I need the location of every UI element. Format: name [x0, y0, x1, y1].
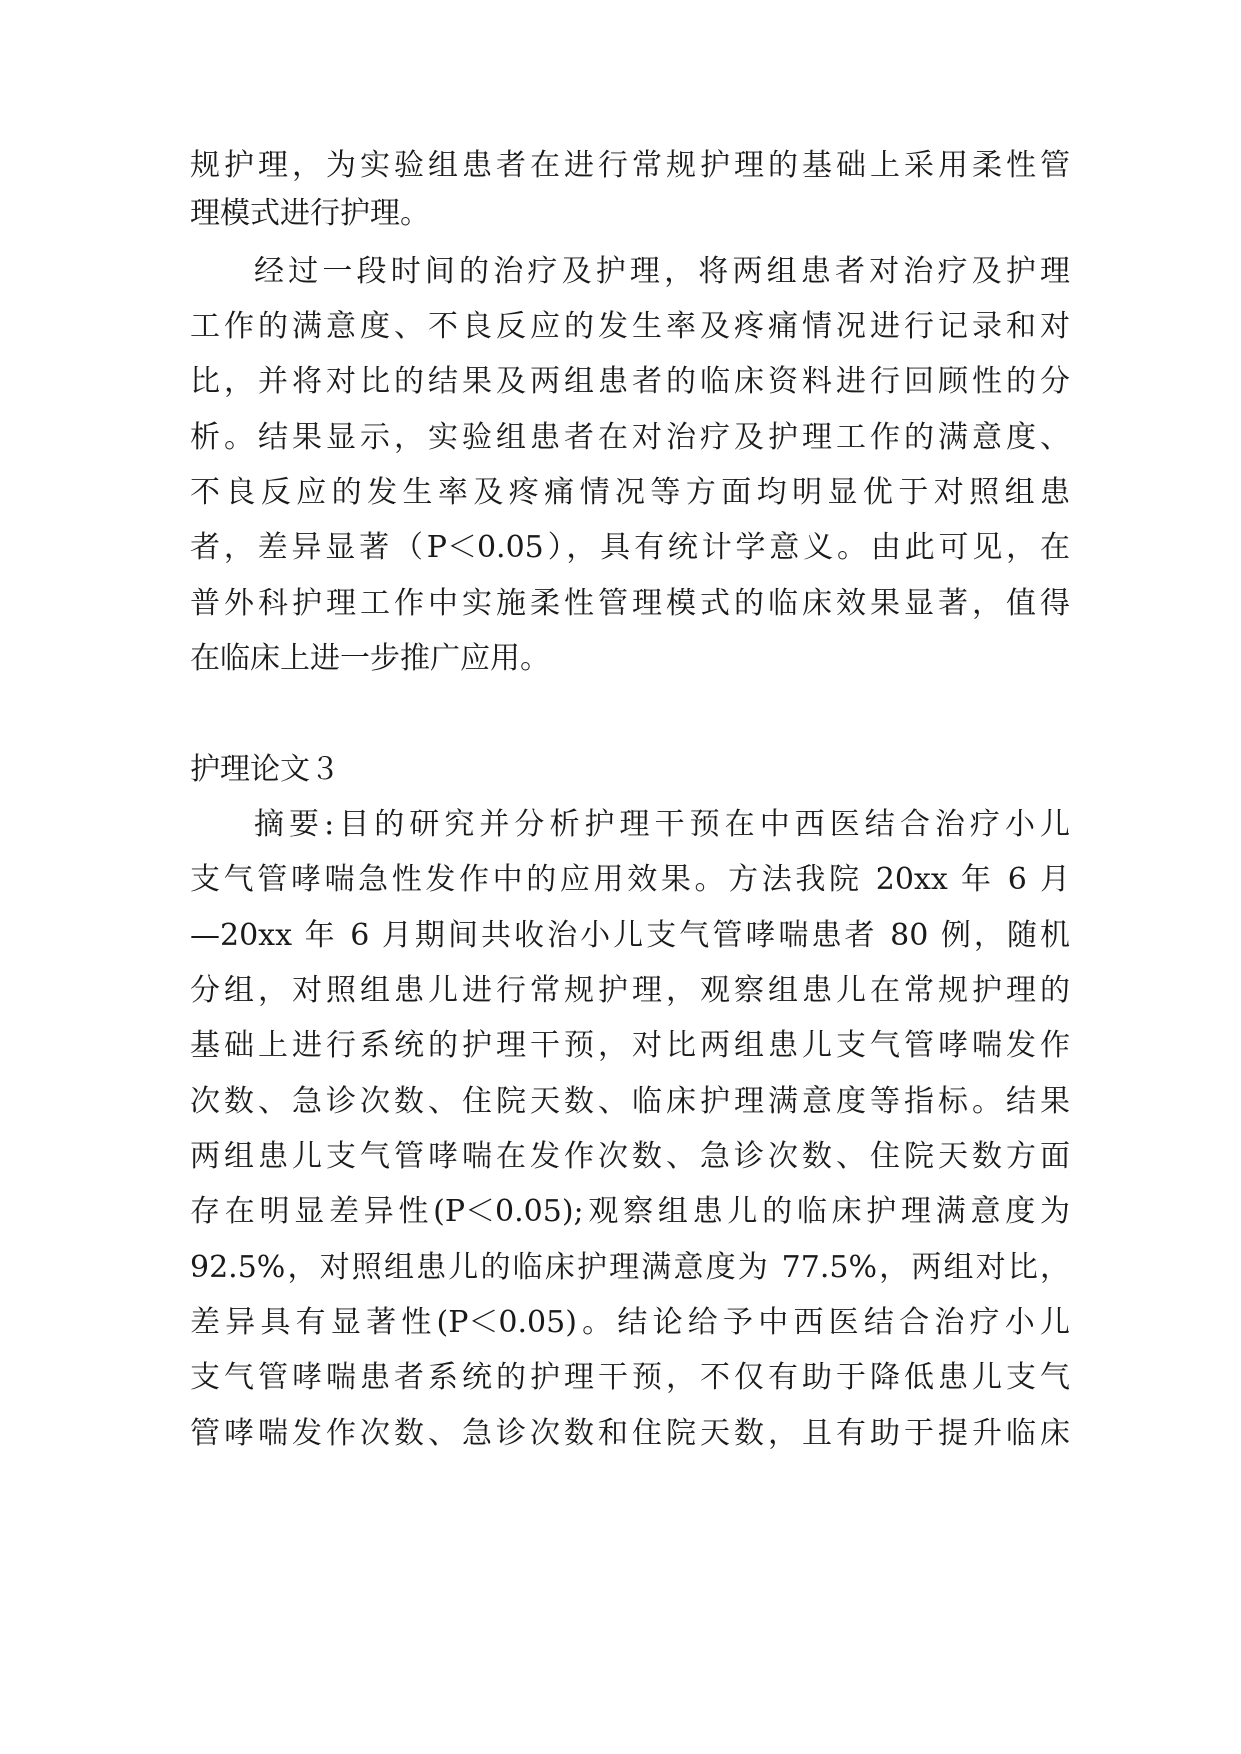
text-line: 管哮喘发作次数、急诊次数和住院天数，且有助于提升临床	[190, 1416, 1070, 1451]
paragraph-first-line: 摘要:目的研究并分析护理干预在中西医结合治疗小儿	[254, 807, 1070, 842]
text-line: 支气管哮喘急性发作中的应用效果。方法我院 20xx 年 6 月	[190, 862, 1070, 897]
text-line: 规护理，为实验组患者在进行常规护理的基础上采用柔性管	[190, 148, 1070, 183]
text-line: 在临床上进一步推广应用。	[190, 641, 550, 676]
paragraph-first-line: 经过一段时间的治疗及护理，将两组患者对治疗及护理	[254, 254, 1070, 289]
text-line: 差异具有显著性(P＜0.05)。结论给予中西医结合治疗小儿	[190, 1305, 1070, 1340]
text-line: 次数、急诊次数、住院天数、临床护理满意度等指标。结果	[190, 1084, 1070, 1119]
text-line: 支气管哮喘患者系统的护理干预，不仅有助于降低患儿支气	[190, 1360, 1070, 1395]
text-line: 分组，对照组患儿进行常规护理，观察组患儿在常规护理的	[190, 973, 1070, 1008]
text-line: 两组患儿支气管哮喘在发作次数、急诊次数、住院天数方面	[190, 1139, 1070, 1174]
text-line: 比，并将对比的结果及两组患者的临床资料进行回顾性的分	[190, 364, 1070, 399]
text-line: 理模式进行护理。	[190, 196, 430, 231]
section-heading: 护理论文３	[190, 752, 340, 787]
text-line: 不良反应的发生率及疼痛情况等方面均明显优于对照组患	[190, 475, 1070, 510]
text-line: 析。结果显示，实验组患者在对治疗及护理工作的满意度、	[190, 420, 1070, 455]
text-line: 存在明显差异性(P＜0.05);观察组患儿的临床护理满意度为	[190, 1194, 1070, 1229]
text-line: 92.5%，对照组患儿的临床护理满意度为 77.5%，两组对比，	[190, 1250, 1070, 1285]
text-line: 基础上进行系统的护理干预，对比两组患儿支气管哮喘发作	[190, 1028, 1070, 1063]
text-line: 工作的满意度、不良反应的发生率及疼痛情况进行记录和对	[190, 309, 1070, 344]
text-line: 普外科护理工作中实施柔性管理模式的临床效果显著，值得	[190, 586, 1070, 621]
text-line: —20xx 年 6 月期间共收治小儿支气管哮喘患者 80 例，随机	[190, 918, 1070, 953]
text-line: 者，差异显著（P＜0.05），具有统计学意义。由此可见，在	[190, 530, 1070, 565]
